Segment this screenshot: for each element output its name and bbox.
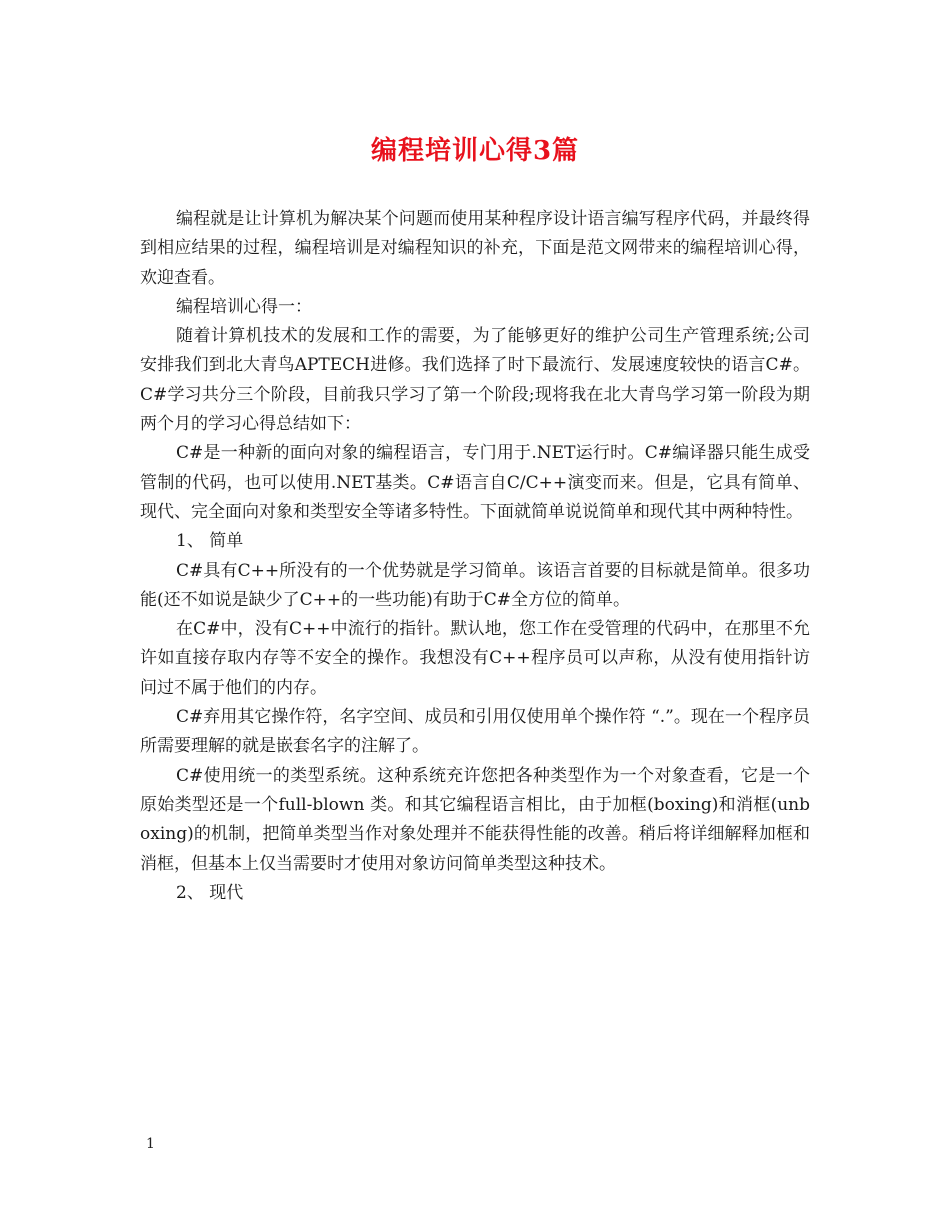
paragraph-simple-advantage: C#具有C++所没有的一个优势就是学习简单。该语言首要的目标就是简单。很多功能(还不如说是缺少了C++的一些功能)有助于C#全方位的简单。 xyxy=(140,560,810,610)
paragraph-type-system: C#使用统一的类型系统。这种系统充许您把各种类型作为一个对象查看，它是一个原始类型还是一个full-blown 类。和其它编程语言相比，由于加框(boxing)和消框(unboxing)的机制，把简单类型当作对象处理并不能获得性能的改善。稍后将详细解释加框和消框，但基本上仅当需要时才使用对象访问简单类型这种技术。 xyxy=(140,765,810,874)
page-number: 1 xyxy=(146,1136,155,1152)
document-title: 编程培训心得3篇 xyxy=(370,136,580,166)
document-body xyxy=(140,205,810,908)
paragraph-intro: 编程就是让计算机为解决某个问题而使用某种程序设计语言编写程序代码，并最终得到相应结果的过程，编程培训是对编程知识的补充，下面是范文网带来的编程培训心得，欢迎查看。 xyxy=(140,209,810,288)
paragraph-csharp-overview: C#是一种新的面向对象的编程语言，专门用于.NET运行时。C#编译器只能生成受管制的代码，也可以使用.NET基类。C#语言自C/C++演变而来。但是，它具有简单、现代、完全面向对象和类型安全等诸多特性。下面就简单说说简单和现代其中两种特性。 xyxy=(140,443,810,522)
paragraph-operators: C#弃用其它操作符，名字空间、成员和引用仅使用单个操作符 “.”。现在一个程序员所需要理解的就是嵌套名字的注解了。 xyxy=(140,707,810,757)
paragraph-no-pointers: 在C#中，没有C++中流行的指针。默认地，您工作在受管理的代码中，在那里不允许如直接存取内存等不安全的操作。我想没有C++程序员可以声称，从没有使用指针访问过不属于他们的内存。 xyxy=(140,619,810,698)
subheading-modern: 2、 现代 xyxy=(176,882,244,903)
paragraph-background: 随着计算机技术的发展和工作的需要，为了能够更好的维护公司生产管理系统;公司安排我们到北大青鸟APTECH进修。我们选择了时下最流行、发展速度较快的语言C#。C#学习共分三个阶段，目前我只学习了第一个阶段;现将我在北大青鸟学习第一阶段为期两个月的学习心得总结如下： xyxy=(140,326,810,435)
section-heading-experience-one: 编程培训心得一： xyxy=(176,296,312,317)
subheading-simple: 1、 简单 xyxy=(176,531,244,552)
